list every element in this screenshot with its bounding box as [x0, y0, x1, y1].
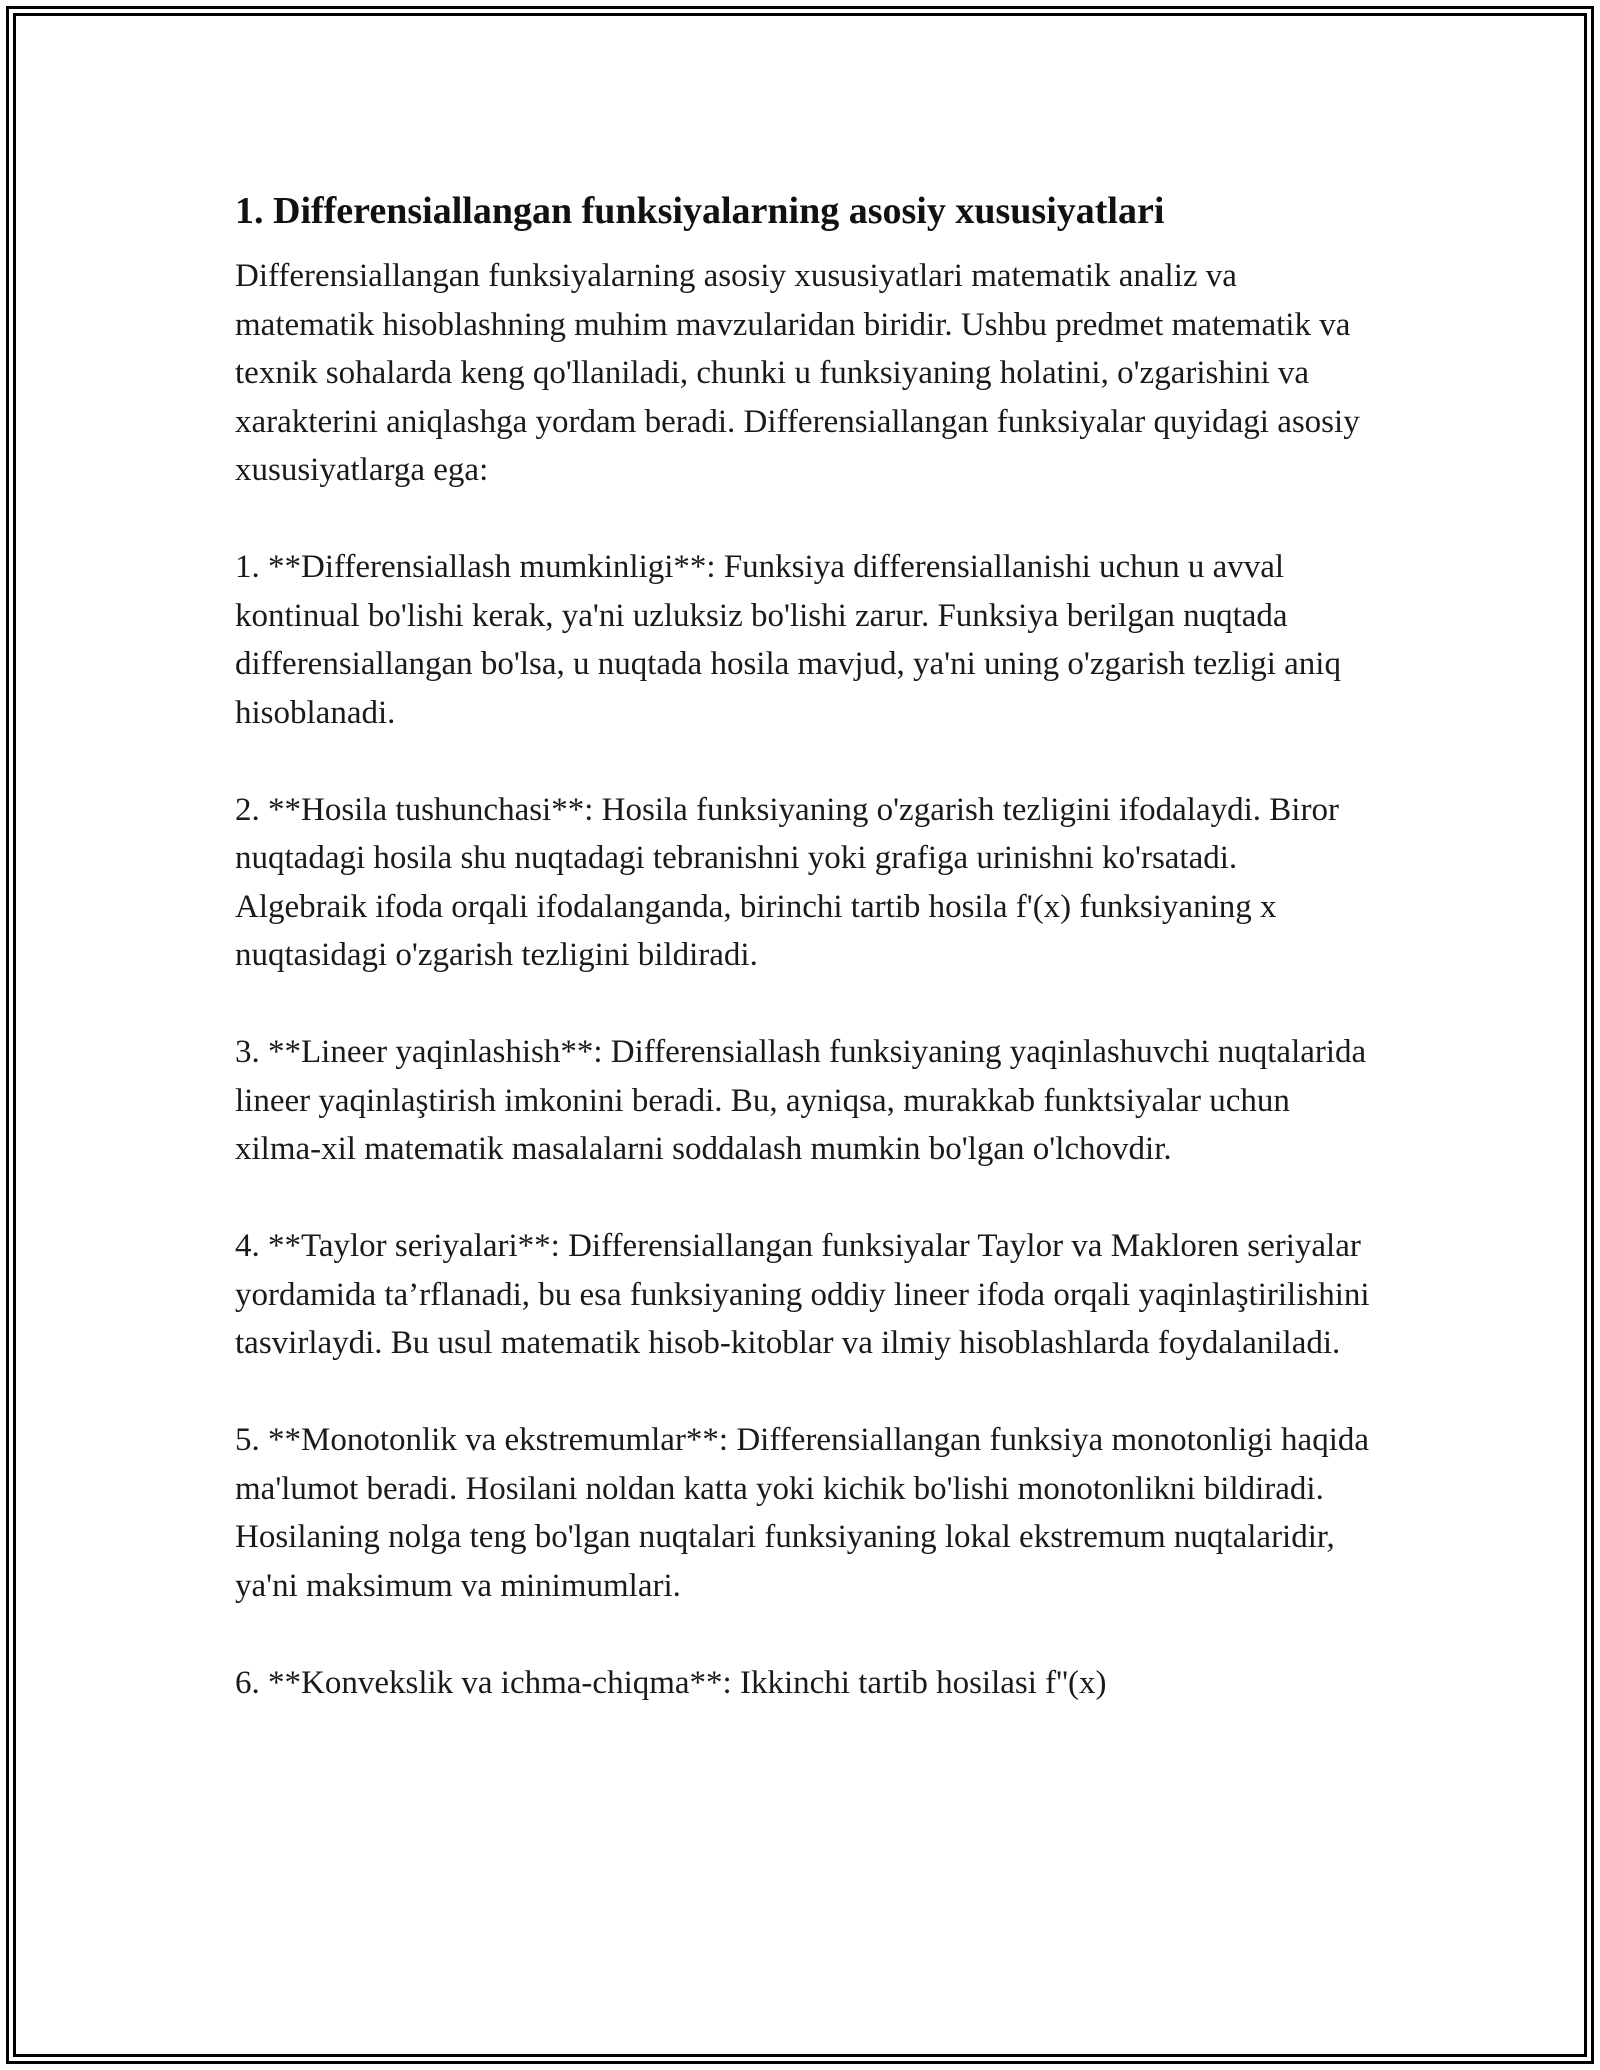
property-differentiability: 1. **Differensiallash mumkinligi**: Funksiya differensiallanishi uchun u avval kontinual bo'lishi kerak, ya'ni uzluksiz bo'lishi zarur. Funksiya berilgan nuqtada differensiallangan bo'lsa, u nuqtada hosila mavjud, ya'ni uning o'zgarish tezligi aniq hisoblanadi.: [235, 549, 1341, 731]
property-convexity: 6. **Konvekslik va ichma-chiqma**: Ikkinchi tartib hosilasi f''(x): [235, 1664, 1107, 1701]
property-monotonicity: 5. **Monotonlik va ekstremumlar**: Differensiallangan funksiya monotonligi haqida ma'lumot beradi. Hosilani noldan katta yoki kichik bo'lishi monotonlikni bildiradi. Hosilaning nolga teng bo'lgan nuqtalari funksiyaning lokal ekstremum nuqtalaridir, ya'ni maksimum va minimumlari.: [235, 1422, 1370, 1604]
property-linear-approximation: 3. **Lineer yaqinlashish**: Differensiallash funksiyaning yaqinlashuvchi nuqtalarida lineer yaqinlaştirish imkonini beradi. Bu, ayniqsa, murakkab funktsiyalar uchun xilma-xil matematik masalalarni soddalash mumkin bo'lgan o'lchovdir.: [235, 1034, 1367, 1167]
property-taylor-series: 4. **Taylor seriyalari**: Differensiallangan funksiyalar Taylor va Makloren seriyalar yordamida ta’rflanadi, bu esa funksiyaning oddiy lineer ifoda orqali yaqinlaştirilishini tasvirlaydi. Bu usul matematik hisob-kitoblar va ilmiy hisoblashlarda foydalaniladi.: [235, 1228, 1370, 1361]
property-derivative: 2. **Hosila tushunchasi**: Hosila funksiyaning o'zgarish tezligini ifodalaydi. Biror nuqtadagi hosila shu nuqtadagi tebranishni yoki grafiga urinishni ko'rsatadi. Algebraik ifoda orqali ifodalanganda, birinchi tartib hosila f'(x) funksiyaning x nuqtasidagi o'zgarish tezligini bildiradi.: [235, 791, 1339, 973]
section-heading: 1. Differensiallangan funksiyalarning asosiy xususiyatlari: [235, 190, 1165, 232]
intro-paragraph: Differensiallangan funksiyalarning asosiy xususiyatlari matematik analiz va matematik hisoblashning muhim mavzularidan biridir. Ushbu predmet matematik va texnik sohalarda keng qo'llaniladi, chunki u funksiyaning holatini, o'zgarishini va xarakterini aniqlashga yordam beradi. Differensiallangan funksiyalar quyidagi asosiy xususiyatlarga ega:: [235, 258, 1360, 488]
document-body: [235, 186, 1375, 1707]
